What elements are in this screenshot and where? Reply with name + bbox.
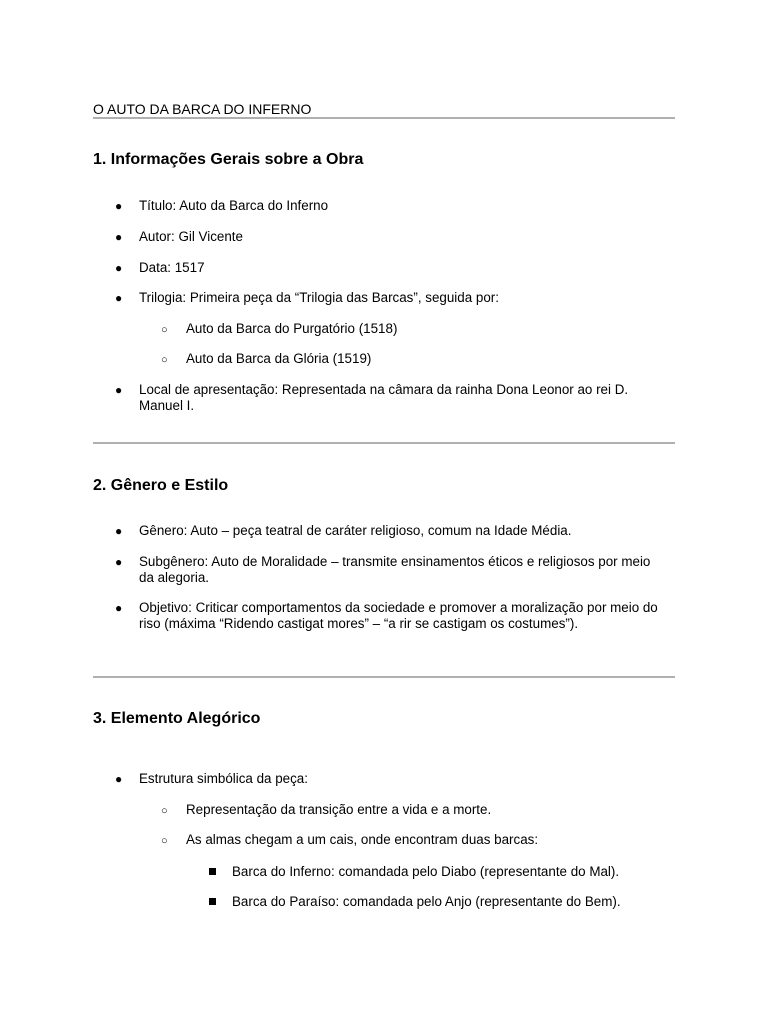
sub-sub-list-item — [232, 864, 675, 880]
bullet-icon: ● — [115, 199, 123, 213]
list-item-text: As almas chegam a um cais, onde encontram duas barcas: — [186, 832, 539, 847]
sub-sub-list-item — [232, 894, 675, 910]
list-item — [115, 554, 665, 586]
section-heading: 1. Informações Gerais sobre a Obra — [93, 151, 364, 168]
list-item-text: Gênero: Auto – peça teatral de caráter religioso, comum na Idade Média. — [139, 523, 572, 538]
divider — [93, 442, 675, 444]
circle-bullet-icon: ○ — [161, 354, 168, 366]
list-item-text: Auto da Barca do Purgatório (1518) — [186, 321, 398, 336]
bullet-icon: ● — [115, 601, 123, 615]
list-item — [115, 382, 665, 414]
document-title: O AUTO DA BARCA DO INFERNO — [93, 101, 312, 117]
circle-bullet-icon: ○ — [161, 324, 168, 336]
list-item — [115, 198, 675, 214]
list-item — [115, 229, 675, 245]
list-item — [115, 260, 675, 276]
divider — [93, 117, 675, 119]
list-item — [115, 290, 675, 306]
bullet-icon: ● — [115, 772, 123, 786]
list-item-text: Auto da Barca da Glória (1519) — [186, 351, 372, 366]
square-bullet-icon — [209, 898, 216, 905]
list-item-text: Título: Auto da Barca do Inferno — [139, 198, 329, 213]
list-item-text: Representação da transição entre a vida e a morte. — [186, 802, 492, 817]
sub-list-item — [161, 832, 675, 848]
list-item-text: Objetivo: Criticar comportamentos da sociedade e promover a moralização por meio do riso (máxima “Ridendo castigat mores” – “a rir se castigam os costumes”). — [139, 600, 658, 631]
section-heading: 3. Elemento Alegórico — [93, 710, 261, 727]
circle-bullet-icon: ○ — [161, 835, 168, 847]
bullet-icon: ● — [115, 555, 123, 569]
section-heading: 2. Gênero e Estilo — [93, 477, 229, 494]
list-item-text: Barca do Paraíso: comandada pelo Anjo (representante do Bem). — [232, 894, 621, 909]
bullet-icon: ● — [115, 524, 123, 538]
list-item — [115, 771, 675, 787]
sub-list-item — [161, 321, 675, 337]
list-item-text: Local de apresentação: Representada na câmara da rainha Dona Leonor ao rei D. Manuel I. — [139, 382, 629, 413]
list-item-text: Data: 1517 — [139, 260, 205, 275]
list-item-text: Autor: Gil Vicente — [139, 229, 243, 244]
list-item — [115, 600, 677, 632]
list-item — [115, 523, 675, 539]
divider — [93, 676, 675, 678]
circle-bullet-icon: ○ — [161, 805, 168, 817]
sub-list-item — [161, 351, 675, 367]
bullet-icon: ● — [115, 230, 123, 244]
list-item-text: Estrutura simbólica da peça: — [139, 771, 308, 786]
sub-list-item — [161, 802, 675, 818]
square-bullet-icon — [209, 868, 216, 875]
list-item-text: Subgênero: Auto de Moralidade – transmite ensinamentos éticos e religiosos por meio da alegoria. — [139, 554, 651, 585]
bullet-icon: ● — [115, 291, 123, 305]
bullet-icon: ● — [115, 383, 123, 397]
list-item-text: Trilogia: Primeira peça da “Trilogia das Barcas”, seguida por: — [139, 290, 499, 305]
list-item-text: Barca do Inferno: comandada pelo Diabo (representante do Mal). — [232, 864, 620, 879]
bullet-icon: ● — [115, 261, 123, 275]
